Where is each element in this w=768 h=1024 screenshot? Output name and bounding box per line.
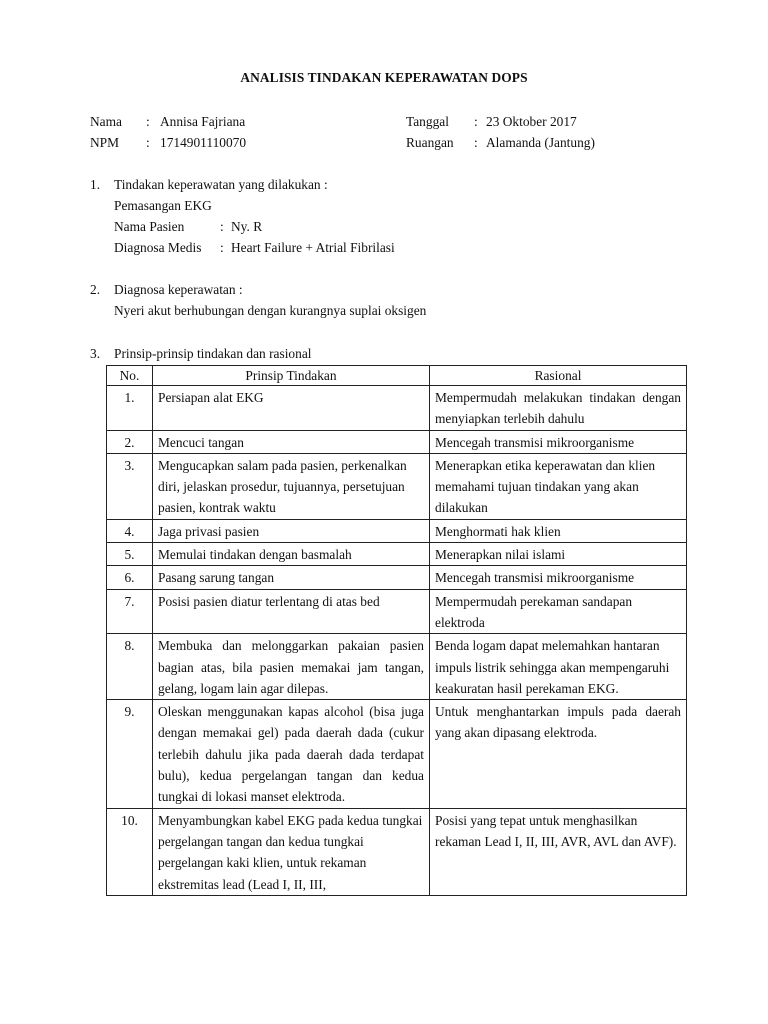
row-rasional: Mencegah transmisi mikroorganisme — [430, 566, 687, 589]
npm-colon: : — [146, 135, 150, 150]
row-rasional: Menerapkan nilai islami — [430, 543, 687, 566]
table-row — [107, 453, 687, 519]
row-rasional: Menghormati hak klien — [430, 519, 687, 542]
header-no: No. — [107, 366, 153, 386]
row-prinsip: Mengucapkan salam pada pasien, perkenalkan diri, jelaskan prosedur, tujuannya, persetujuan pasien, kontrak waktu — [153, 453, 430, 519]
diagnosa-keperawatan-text: Nyeri akut berhubungan dengan kurangnya suplai oksigen — [114, 303, 427, 318]
ruangan-colon: : — [474, 135, 478, 150]
pasien-colon: : — [220, 219, 224, 234]
document-title: ANALISIS TINDAKAN KEPERAWATAN DOPS — [240, 70, 528, 85]
row-no: 2. — [107, 430, 153, 453]
table-header-row — [107, 366, 687, 386]
row-rasional: Posisi yang tepat untuk menghasilkan rekaman Lead I, II, III, AVR, AVL dan AVF). — [430, 808, 687, 895]
ruangan-value: Alamanda (Jantung) — [486, 135, 595, 150]
row-no: 5. — [107, 543, 153, 566]
tanggal-colon: : — [474, 114, 478, 129]
row-prinsip: Memulai tindakan dengan basmalah — [153, 543, 430, 566]
section3-heading: Prinsip-prinsip tindakan dan rasional — [114, 346, 312, 361]
header-rasional: Rasional — [430, 366, 687, 386]
row-prinsip: Mencuci tangan — [153, 430, 430, 453]
table-row — [107, 519, 687, 542]
section2-heading: Diagnosa keperawatan : — [114, 282, 243, 297]
npm-label: NPM — [90, 135, 120, 150]
npm-value: 1714901110070 — [160, 135, 247, 150]
ruangan-label: Ruangan — [406, 135, 454, 150]
diagnosa-medis-label: Diagnosa Medis — [114, 240, 202, 255]
table-row — [107, 808, 687, 895]
table-row — [107, 589, 687, 634]
row-no: 1. — [107, 386, 153, 431]
pasien-label: Nama Pasien — [114, 219, 185, 234]
pasien-value: Ny. R — [231, 219, 263, 234]
row-rasional: Mempermudah perekaman sandapan elektroda — [430, 589, 687, 634]
tindakan-value: Pemasangan EKG — [114, 198, 212, 213]
nama-colon: : — [146, 114, 150, 129]
nama-label: Nama — [90, 114, 122, 129]
row-rasional: Mencegah transmisi mikroorganisme — [430, 430, 687, 453]
header-prinsip: Prinsip Tindakan — [153, 366, 430, 386]
row-no: 7. — [107, 589, 153, 634]
row-prinsip: Membuka dan melonggarkan pakaian pasien bagian atas, bila pasien memakai jam tangan, gelang, logam lain agar dilepas. — [153, 634, 430, 700]
section1-heading: Tindakan keperawatan yang dilakukan : — [114, 177, 328, 192]
row-no: 10. — [107, 808, 153, 895]
row-no: 3. — [107, 453, 153, 519]
section3-number: 3. — [90, 346, 101, 361]
row-no: 6. — [107, 566, 153, 589]
diagnosa-medis-colon: : — [220, 240, 224, 255]
row-prinsip: Menyambungkan kabel EKG pada kedua tungkai pergelangan tangan dan kedua tungkai pergelangan kaki klien, untuk rekaman ekstremitas lead (Lead I, II, III, — [153, 808, 430, 895]
diagnosa-medis-value: Heart Failure + Atrial Fibrilasi — [231, 240, 395, 255]
row-prinsip: Jaga privasi pasien — [153, 519, 430, 542]
row-rasional: Benda logam dapat melemahkan hantaran impuls listrik sehingga akan mempengaruhi keakuratan hasil perekaman EKG. — [430, 634, 687, 700]
row-prinsip: Oleskan menggunakan kapas alcohol (bisa juga dengan memakai gel) pada daerah dada (cukur terlebih dahulu jika pada daerah dada terdapat bulu), kedua pergelangan tangan dan kedua tungkai di lokasi manset elektroda. — [153, 700, 430, 808]
table-row — [107, 386, 687, 431]
nama-value: Annisa Fajriana — [160, 114, 246, 129]
row-prinsip: Pasang sarung tangan — [153, 566, 430, 589]
row-no: 9. — [107, 700, 153, 808]
row-prinsip: Persiapan alat EKG — [153, 386, 430, 431]
row-rasional: Mempermudah melakukan tindakan dengan menyiapkan terlebih dahulu — [430, 386, 687, 431]
tanggal-value: 23 Oktober 2017 — [486, 114, 577, 129]
row-no: 4. — [107, 519, 153, 542]
row-prinsip: Posisi pasien diatur terlentang di atas bed — [153, 589, 430, 634]
table-row — [107, 566, 687, 589]
section1-number: 1. — [90, 177, 101, 192]
section2-number: 2. — [90, 282, 101, 297]
row-rasional: Untuk menghantarkan impuls pada daerah yang akan dipasang elektroda. — [430, 700, 687, 808]
table-row — [107, 543, 687, 566]
tanggal-label: Tanggal — [406, 114, 449, 129]
table-row — [107, 700, 687, 808]
prinsip-table — [106, 365, 687, 896]
row-no: 8. — [107, 634, 153, 700]
table-row — [107, 634, 687, 700]
table-row — [107, 430, 687, 453]
row-rasional: Menerapkan etika keperawatan dan klien memahami tujuan tindakan yang akan dilakukan — [430, 453, 687, 519]
